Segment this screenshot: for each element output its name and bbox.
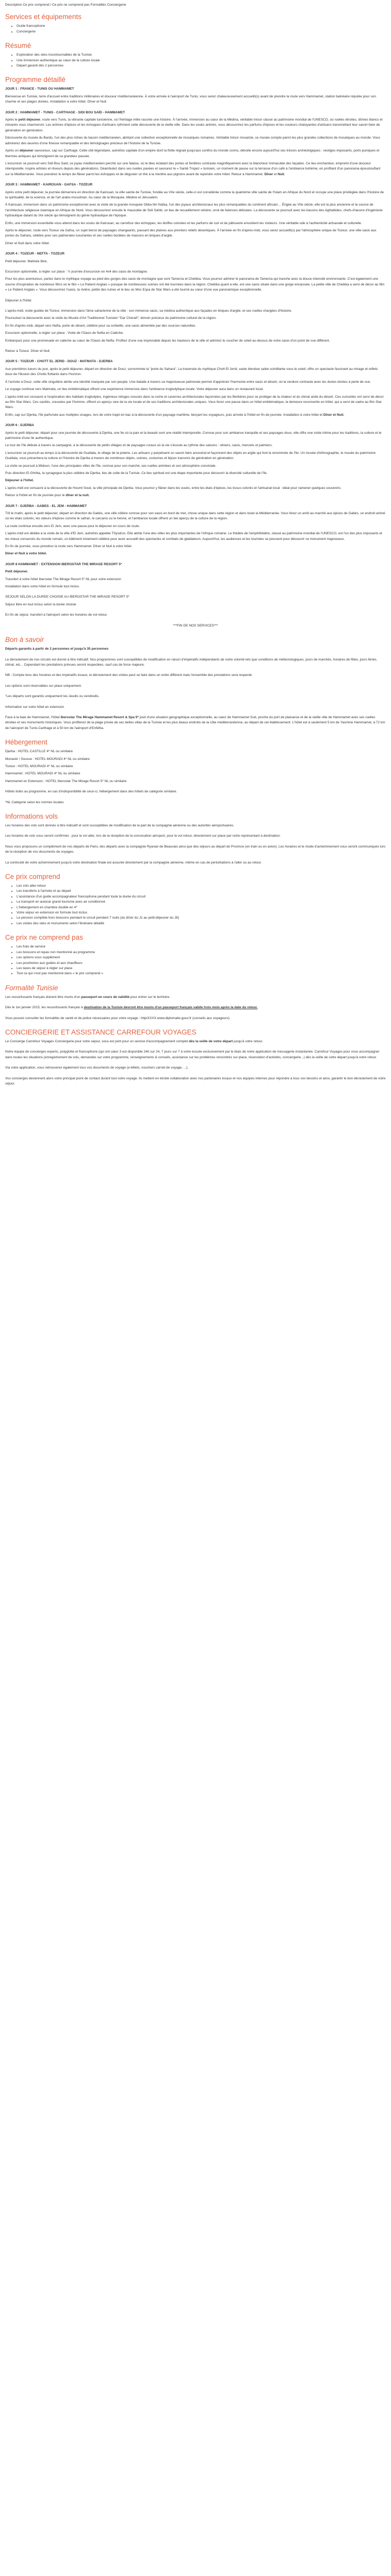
day-text: Après un déjeuner savoureux, cap sur Carthage. Cette cité légendaire, autrefois capitale d'un empire dont la flotte régnait jusqu'aux confins du monde connu, dévoile encore aujourd'hui ses trésors archéologiques : vestiges imposants, ports puniques et thermes antiques qui témoignent de sa grandeur passée. [5,149,380,158]
list-item: • Les transferts à l'arrivée et au départ [17,889,386,894]
formalite-text: Vous pouvez consulter les formalités de santé et de police nécessaires pour votre voyage : http/XXXX.www.diplomatie.gouv.fr (conseils aux voyageurs) [5,1016,230,1020]
list-item: • Les taxes de séjour à régler sur place [17,966,386,971]
day-title: JOUR 3 : HAMMAMET - KAIROUAN - GAFSA - TOZEUR [5,183,93,187]
day-text: Aux premières lueurs du jour, après le petit déjeuner, départ en direction de Douz, surnommée la "porte du Sahara". La traversée du mythique Chott El Jerid, vaste étendue salée scintillante sous le soleil, offre un spectacle fascinant au mirage et reflets doux de l'illusion des Chotts flottants dans l'horizon. [5,367,378,377]
prix-comprend-title: Ce prix comprend [5,873,60,881]
day-title: JOUR 5 : TOZEUR - CHOTT EL JERID - DOUZ - MATMATA - DJERBA [5,360,113,364]
list-item: • Le transport en autocar grand tourisme avec air conditionné [17,900,386,905]
day-text: Transfert à votre hôtel Iberostar The Mirage Resort 5* NL pour votre extension [5,577,121,581]
day-text: Dîner et Nuit dans votre hôtel. [5,241,50,245]
day-text: Déjeuner à l'hôtel. [5,298,32,302]
hebergement-note: Hôtels listés au programme, en cas d'indisponibilité de ceux-ci, hébergement dans des hôtels de catégorie similaire. [5,790,177,794]
formalite-text: Les ressortissants français doivent être munis d'un passeport en cours de validité pour entrer sur le territoire. [5,995,170,999]
day-text: En fin de journée, vous prendrez la route vers Hammamet. Dîner et Nuit à votre hôtel. [5,545,133,549]
day-text: Découverte du musée du Bardo, l'un des plus riches du bassin méditerranéen, abritant une collection exceptionnelle de mosaïques romaines. Véritable trésor mosaïste, ce musée compte parmi les plus grandes collections de mosaïques au monde. Vous admirerez des œuvres d'une finesse remarquable et des témoignages précieux de l'histoire de la Tunisie. [5,136,380,145]
list-item: • Guide francophone [17,24,386,29]
day-text: Retour à Tozeur. Dîner et Nuit. [5,349,51,353]
day-text: Retour à l'hôtel en fin de journée pour le dîner et la nuit. [5,494,90,498]
day-text: Petit déjeuner. Matinée libre. [5,259,48,263]
hotel-line: Monastir / Sousse : HOTEL MOURADI 4* NL ou similaire [5,757,90,761]
programme-title: Programme détaillé [5,76,66,84]
day-text: À l'arrivée à Douz, cette ville singulière abrite une identité marquée par son peuple. Une balade à travers sa majestueuse palmeraie permet d'apprécier l'harmonie entre oasis et désert, où la verdure contraste avec les dunes dorées à perte de vue. [5,380,371,384]
conciergerie-text: Notre équipe de concierges experts, polyglotte et francophone (qui ont cœur 3 est disponible 24h sur 24, 7 jours sur 7 à votre écoute exclusivement par le biais de notre application de messagerie instantanée. Carrefour Voyages pour vous accompagner dans toutes les situations (enregistrement de vols, demandes sur votre programme, renseignements & conseils, assistance sur les problèmes rencontrés sur place, réservation d'activités, conciergerie...) dès la veille de votre départ jusqu'à votre retour. [5,1050,380,1059]
informations-text: La continuité de votre acheminement jusqu'à votre destination finale est assurée directement par la compagnie aérienne, même en cas de perturbations à l'aller ou au retour. [5,860,262,865]
hotel-line: Djerba : HOTEL CASTILLE 4* NL ou similaire [5,750,73,754]
prix-ne-comprend-pas-list [5,944,386,976]
list-item: • Les frais de service [17,944,386,950]
list-item: • Une immersion authentique au cœur de la culture locale [17,58,386,63]
list-item: • Votre séjour en extension en formule tout inclus [17,910,386,916]
day-title: JOUR 2 : HAMMAMET - TUNIS - CARTHAGE - SIDI BOU SAÏD - HAMMAMET [5,110,125,114]
list-item: • Conciergerie [17,29,386,35]
day-text: Bienvenue en Tunisie, terre d'accueil entre traditions millénaires et douceur méditerranéenne. À votre arrivée à l'aéroport de Tunis, vous serez chaleureusement accueilli(s) avant de prendre la route vers Hammamet, station balnéaire réputée pour son charme et ses plages dorées. Installation à votre hôtel. Dîner et Nuit. [5,94,376,104]
bon-a-savoir-title: Bon à savoir [5,636,44,644]
informations-text: Les horaires des vols sont donnés à titre indicatif et sont susceptibles de modification de la part de la compagnie aérienne ou des autorités aéroportuaires. [5,824,235,827]
hotel-line: Tozeur : HOTEL MOURADI 4* NL ou similaire [5,764,73,768]
list-item: • L'hébergement en chambre double en 4* [17,905,386,910]
day-text: Après le petit déjeuner, route vers Tunis, la vibrante capitale tunisienne, où l'héritage mêle raconte une histoire. À l'arrivée, immersion au cœur de la Médina, véritable trésor classé au patrimoine mondial de l'UNESCO, où ruelles étroites, dômes blancs et minarets vous charmeront. Les arômes d'épices et les échoppes d'artisans rythment cette découverte de la vieille ville. Dans les souks animés, vous découvrirez les parfums d'épices et les couleurs chatoyantes d'artisans transmettant leur savoir-faire de génération en génération. [5,118,383,132]
hebergement-note: *NL Catégorie selon les normes locales [5,800,64,804]
bon-a-savoir-text: Les options sont réservables sur place uniquement. [5,684,82,688]
day-title: JOUR 7 : DJERBA - GABES - EL JEM - HAMMAMET [5,504,87,508]
bon-a-savoir-text: NB : Compte tenu des horaires et des impératifs locaux, le déroulement des visites peut se faire dans un ordre différent mais l'ensemble des prestations sera respecté. [5,673,253,677]
day-4 [5,251,386,354]
services-title: Services et équipements [5,13,82,21]
conciergerie-text: Le Concierge Carrefour Voyages Conciergerie pour votre séjour, vous est joint pour un service d'accompagnement complet dès la veille de votre départ jusqu'à votre retour. [5,1039,264,1043]
day-text: Tôt le matin, après le petit déjeuner, départ en direction de Gabès, une ville côtière connue pour son oasis en bord de mer, chose unique dans cette région et dans toute la Méditerranée. Vous ferez un arrêt au marché aux épices de Gabès, un endroit animé où les étals colorés, les odeurs d'épices comme le safran, le carcanis ou le henné, et l'ambiance locale offrent un bel aperçu de la culture de la région. [5,512,385,521]
list-item: • Les pourboires aux guides et aux chauffeurs [17,961,386,966]
day-text: Enfin, cap sur Djerba, l'île parfumée aux multiples visages, lors de votre trajet en bac à la découverte d'un paysage maritime, berçant les voyageurs, puis arrivée à l'hôtel en fin de journée. Installation à votre hôtel et Dîner et Nuit. [5,413,345,417]
day-text: Après votre petit déjeuner, la journée démarrera en direction de Kairouan, la ville sainte de Tunisie, fondée au VIIe siècle, celle-ci est considérée comme la quatrième ville sainte de l'Islam en Afrique du Nord et occupe une place privilégiée dans l'histoire de la spiritualité, de la science, et de l'art arabo-musulman. Au cœur de la Mosquée, Médine et Jérusalem. [5,190,384,199]
day-text: La route continue ensuite vers El Jem, avec une pause pour le déjeuner en cours de route. [5,524,140,528]
list-item: • L'assistance d'un guide accompagnateur francophone pendant toute la durée du circuit [17,894,386,900]
day-2 [5,110,386,177]
conciergerie-text: Via votre application, vous retrouverez également tous vos documents de voyage (e-billets, vouchers carnet de voyage, ...). [5,1066,189,1070]
hebergement-title: Hébergement [5,738,47,747]
day-text: La visite se poursuit à Midoun, l'une des principales villes de l'île, connue pour son marché, ses ruelles animées et son atmosphère conviviale. [5,464,217,468]
day-text: Enfin, une immersion essentielle vous attend dans les souks de Kairouan, au carrefour des échoppes, les étoffes colorées et les parfums de cuir et de pâtisserie envoûtent les visiteurs. Une véritable ode à l'authenticité artisanale et culturelle. [5,221,362,225]
day-text: Le tour de l'île débute à travers la campagne, à la découverte de petits villages et de paysages ruraux où la vie s'écoule au rythme des saisons : oliviers, oasis, menzels et palmiers. [5,444,273,448]
list-item: • Les visites des sites et monuments selon l'itinéraire détaillé [17,921,386,926]
resume-title: Résumé [5,42,31,50]
list-item: • Départ garanti dès 2 personnes [17,63,386,69]
end-of-services: ***FIN DE NOS SERVICES*** [173,623,218,628]
day-5 [5,359,386,418]
informations-text: Nous vous proposons un complément de nos départs de Paris, des départs avec la compagnie Ryanair de Beauvais ainsi que des séjours au départ de Province (en train ou en avion). Les horaires et le mode d'acheminement vous seront communiqués lors de la réception de vos documents de voyages. [5,844,386,854]
day-8 [5,562,386,629]
day-text: L'excursion se poursuit vers Sidi Bou Saïd, ce joyau méditerranéen perché sur une falaise, où le bleu éclatant des portes et fenêtres contraste magnifiquement avec la blancheur immaculée des façades. Ce lieu enchanteur, empreint d'une douceur intemporelle, inspire artistes et rêveurs depuis des générations. Déambulez dans ses ruelles pavées et savourez le « Santé Tropez » tunisien, un moment de pause sur la terrasse d'un café à l'ambiance bohème, en profitant d'un panorama époustouflant sur la Méditerranée. Vous prendrez le temps de flâner parmi les échoppes et de déguster un thé à la menthe aux pignons avant de rejoindre votre hôtel. Retour à Hammamet. Dîner et Nuit. [5,161,381,176]
day-text: Poursuivez la découverte avec la visite du Musée d'Art Traditionnel Tunisien "Dar Cheraït", témoin précieux du patrimoine culturel de la région. [5,316,217,320]
day-text: Excursion optionnelle, à régler sur place : Visite de l'Oasis de Nefta en Calèche. [5,331,124,335]
day-text: À Kairouan, immersion dans un patrimoine exceptionnel avec la visite de la grande mosquée Okba Ibn Nafaa, l'un des joyaux architecturaux les plus remarquables du continent africain… Érigée au VIIe siècle, elle est la plus ancienne et la source de l'architecture religieuse islamique en Afrique du Nord. Vous découvrirez ensuite le mausolée de Sidi Sahbi, un lieu de recueillement vénéré, orné de faïences délicates. La découverte se poursuit avec les bassins des Aghlabides, chefs-d'œuvre d'ingénierie hydraulique datant du IXe siècle qui témoignent du génie hydraulique de l'époque. [5,203,383,218]
day-text: L'après-midi est dédiée à la visite de la ville d'El Jem, autrefois appelée Thysdrus. Elle abrite l'une des villes les plus importantes de l'Afrique romaine. Le théâtre de l'amphithéâtre, classé au patrimoine mondial de l'UNESCO, est l'un des plus imposants et les mieux conservés du monde romain, un bâtiment tristement célèbre pour avoir accueilli des spectacles et combats de gladiateurs. Aujourd'hui, les audiences et les touristes se pressent pour découvrir ce monument majestueux. [5,532,382,541]
day-text: Installation dans votre hôtel en formule tout inclus. [5,585,80,589]
prix-comprend-list [5,884,386,926]
bon-a-savoir-text: Information sur votre hôtel en extension [5,705,64,709]
day-text: Petit déjeuner. [5,570,28,574]
day-text: Puis direction El Ghriba, la synagogue la plus célèbre de Djerba, lieu de culte de la Tunisie. Ce lieu spirituel est une étape importante pour découvrir la diversité culturelle de l'île. [5,471,268,475]
day-text: Après le petit déjeuner, départ pour une journée de découverte à Djerba, une île où la paix et la beauté sont une réalité intemporelle. Connue pour son ambiance tranquille et ses paysages doux, elle offre une visite intime pour les traditions, la culture et le patrimoine d'une île authentique. [5,431,382,440]
day-text: Après le déjeuner, route vers Tozeur via Gafsa, un sujet bercé de paysages changeants, passant des plaines aux premiers reliefs désertiques. À l'arrivée en fin d'après-midi, vous serez accueilli(s) par l'atmosphère unique de Tozeur, une ville oasis aux portes du Sahara, célèbre pour ses palmeraies luxuriantes et ses ruelles bordées de maisons en briques d'argile. [5,228,377,238]
resume-list [5,53,386,69]
list-item: • Exploration des sites incontournables de la Tunisie [17,53,386,58]
day-title: JOUR 8 HAMMAMET : EXTENSION IBEROSTAR THE MIRAGE RESORT 5* [5,562,122,566]
day-text: Séjour libre en tout inclus selon la durée choisie [5,602,76,606]
day-text: L'excursion se poursuit au temps à la découverte de Guellala, le village de la poterie. Les artisans y perpétuent un savoir-faire ancestral et façonnent des objets en argile qui font la renommée de l'île. Un musée d'ethnographie, le musée du patrimoine Guellala, vous présentera la culture et l'histoire de Djerba à travers de nombreux objets, scènes, costumes et bijoux transmis de génération en génération. [5,451,376,461]
document [0,0,391,1087]
day-title: JOUR 4 : TOZEUR - NEFTA - TOZEUR [5,252,64,256]
day-text: SEJOUR SELON LA DUREE CHOISIE AU IBEROSTAR THE MIRAGE RESORT 5* [5,595,129,599]
formalite-text: Dès le 1er janvier 2015, les ressortissants français à destination de la Tunisie devront être munis d'un passeport français valide trois mois après la date du retour. [5,1006,258,1010]
day-text: En fin de séjour, transfert à l'aéroport selon les horaires de vol retour. [5,613,108,617]
hotel-description: Face à la baie de Hammamet, l'hôtel Iberostar The Mirage Hammamet Resort & Spa 5* jouit d'une situation géographique exceptionnelle, au cœur de Hammamet Sud, proche du port de plaisance et de la vieille ville de Hammamet avec ses ruelles étroites et ses monuments historiques. Vous profiterez de la plage privée de ses belles villas de la Tunisie et les plus beaux endroits de la côte méditerranéenne, au départ de cet établissement. L'hôtel est à seulement 5 km de Yasmine Hammamet, à 72 km de l'aéroport de Tunis-Carthage et à 50 km de l'aéroport d'Enfidha. [5,715,385,730]
list-item: • Les options sous supplément [17,955,386,960]
day-7 [5,504,386,557]
day-6 [5,423,386,498]
hotel-line: Hammamet : HOTEL MOURADI 4* NL ou similaire [5,772,80,776]
formalite-title: Formalité Tunisie [5,984,58,992]
services-list [5,24,386,35]
day-title: JOUR 6 : DJERBA [5,423,34,428]
hotel-line: Hammamet en Extension : HOTEL Iberostar The Mirage Resort 5* NL ou similaire [5,779,127,783]
day-text: Dîner et Nuit à votre hôtel. [5,552,47,556]
list-item: • Les boissons et repas non mentionné au programme [17,950,386,955]
day-text: L'après-midi est consacré à la découverte de Houmt Souk, la ville principale de Djerba. Vous pourrez y flâner dans les souks, entre les étals d'épices, les tissus colorés et l'artisanat local : idéal pour ramener quelques souvenirs. [5,486,341,490]
prix-ne-comprend-pas-title: Ce prix ne comprend pas [5,934,83,942]
day-1 [5,87,386,105]
list-item: • Les vols aller-retour [17,884,386,889]
conciergerie-title: CONCIERGERIE ET ASSISTANCE CARREFOUR VOYAGES [5,1028,197,1036]
bon-a-savoir-text: Le déroulement de nos circuits est donné à titre indicatif. Nos programmes sont susceptibles de modification en raison d'impératifs indépendants de notre volonté tels que conditions de météorologiques, jours de marchés, horaires de fêtes, jours fériés, climat, etc... Cependant les prestations prévues seront respectées, sauf cas de force majeure. [5,657,378,667]
day-text: Le voyage continue vers Matmata, un lieu emblématique offrant une expérience immersive dans l'ambiance troglodytique locale. Votre déjeuner aura dans un restaurant local. [5,387,264,392]
conciergerie-text: Vos concierges deviennent alors votre principal point de contact durant tout votre voyage. Ils mettent en étroite collaboration avec nos partenaires locaux et nos équipes internes pour répondre à tous vos besoins et ainsi, garantir le bon déroulement de votre séjour. [5,1076,386,1086]
page-nav-text: Description Ce prix comprend / Ce prix ne comprend pas Formalités Conciergerie [5,3,126,7]
day-text: Pour les plus aventureux, partez dans le mythique voyage au pied des gorges des oasis de montagne que sont Tamerza et Chebika. Vous pourrez admirer le panorama de Tamerza qui tranche avec la douce intensité environnante. C'est également une source d'inspiration de nombreux films où le film « Le Patient Anglais » puisque de nombreuses scènes ont été tournées dans la région. Chebika quant à elle, est une oasis située dans une gorge encaissée. La petite ville de Chebika a servi de décor au film « Le Patient Anglais ». Vous découvrirez l'oasis, la rivière, petite des ruines et le lieu où Mos Espa de Star Wars a été tourné au cœur d'une vue panoramique exceptionnelle. [5,277,385,292]
day-text: En fin d'après-midi, départ vers Nefta, porte du désert, célèbre pour sa corbeille, une oasis alimentée par des sources naturelles. [5,324,197,328]
day-text: Embarquez pour une promenade en calèche au cœur de l'Oasis de Nefta. Profitez d'une vue imprenable depuis les hauteurs de la ville et admirez le coucher de soleil au-dessus de votre oasis d'un point de vue différent. [5,338,330,343]
guaranteed-departures: Départs garantis à partir de 2 personnes et jusqu'à 35 personnes [5,647,109,651]
informations-text: Les horaires de vols vous seront confirmés : pour le vol aller, lors de la réception de la convocation aéroport, pour le vol retour, directement sur place par notre représentant à destination. [5,834,281,838]
day-text: L'après-midi est consacré à l'exploration des habitats troglodytes, ingénieux refuges creusés dans la roche et cavernes architecturales façonnées par les Berbères pour se protéger de la chaleur et du climat aride du désert. Ces curiosités ont servi de décor au film Star Wars. Ces cavités, creusées par l'homme, offrent un aperçu rare de la vie locale et de ses traditions architecturales uniques. Vous ferez une pause dans un hôtel emblématique, la demeure reconvertie en hôtel, qui a servi de cadre au film Star Wars. [5,395,384,410]
list-item: • Tout ce qui n'est pas mentionné dans « le prix comprend » [17,971,386,976]
day-text: Excursion optionnelle, à régler sur place : ½ journée d'excursion en 4x4 des oasis de montagne. [5,270,148,274]
bon-a-savoir-text: "Les départs sont garantis uniquement les Jeudis ou vendredis. [5,694,100,699]
day-text: Déjeuner à l'hôtel. [5,479,34,483]
day-3 [5,182,386,246]
day-text: L'après-midi, visite guidée de Tozeur, immersion dans l'âme saharienne de la ville : son immense oasis, sa médina authentique aux façades en briques d'argile, et ses ruelles chargées d'histoire. [5,309,292,313]
informations-title: Informations vols [5,812,58,820]
list-item: • Le pension complète hors boissons pendant le circuit pendant 7 nuits (du dîner du J1 au petit-déjeuner du J8) [17,916,386,921]
day-title: JOUR 1 : FRANCE - TUNIS OU HAMMAMET [5,87,74,91]
